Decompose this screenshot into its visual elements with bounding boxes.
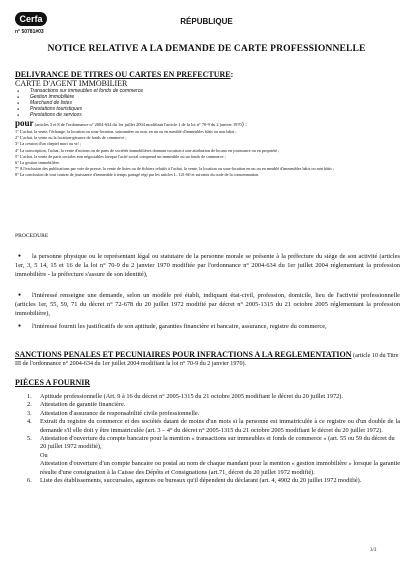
list-item: ● Gestion immobilière [15,94,143,100]
legal-item: 7° A l'exclusion des publications par voie de presse, la vente de listes ou de fichiers relatifs à l'achat, la vente, la location ou sous-location en nu ou en meublé d'immeubles bâtis ou non bâtis ; [15,166,335,172]
section-heading-delivrance [15,70,233,79]
item-number: 2. [27,401,32,409]
item-number: 1. [27,393,32,400]
procedure-label: PROCEDURE [15,233,49,239]
legal-item: 2° L'achat, la vente ou la location-gérance de fonds de commerce ; [15,135,127,141]
item-number: 5. [27,435,32,443]
list-item: ● Prestations de services [15,112,143,118]
legal-item: 5° L'achat, la vente de parts sociales non négociables lorsque l'actif social comprend un immeuble ou un fonds de commerce ; [15,153,226,159]
procedure-text: la personne physique ou le représentant légal ou statutaire de la personne morale se présente à la préfecture du siège de son activité (articles 1er, 3, 5 14, 15 et 16 de la loi n° 70-9 du 2 janvier 1970 modifiée par l'ordonnance n° 2004-634 du 1er juillet 2004 réglementant la profession immobilière - la préfecture s'assure de son identité), [15,253,400,278]
list-item [15,435,400,477]
page-number: 3/3 [370,548,377,553]
bullet-icon: ● [18,254,22,259]
section-heading-colon: : [230,70,234,79]
item-text: Liste des établissements, succursales, agences ou bureaux qu'il dépendent du déclarant (art. 4, 4902 du 20 juillet 1972 modifié). [40,477,362,485]
bullet-icon: ● [18,324,22,329]
sanctions-text: (article 10 du Titre III de l'ordonnance n° 2004-634 du 1er juillet 2004 modifiant la loi n° 70-9 du 2 janvier 1970). [15,353,399,367]
list-item: ● Marchand de listes [15,100,143,106]
item-number: 4. [27,418,32,426]
item-text: Attestation d'ouverture du compte bancaire pour la mention « transactions sur immeubles et fonds de commerce » (art. 55 ou 59 du décret du 20 juillet 1972 modifié), [40,435,395,451]
legal-item: 1° L'achat, la vente, l'échange, la location ou sous-location, saisonnière ou non, en nu ou en meublé d'immeubles bâtis ou non bâtis ; [15,129,237,134]
item-text: Extrait du registre du commerce et des sociétés datant de moins d'un mois si la personne est immatriculée à ce registre ou d'un double de la demande s'il elle doit y être immatriculée (art. 3 – 4° du décret n° 2005-1315 du 21 octobre 2005 modifiant le décret du 20 juillet 1972). [40,418,400,434]
sanctions-heading: SANCTIONS PENALES ET PECUNIAIRES POUR INFRACTIONS A LA REGLEMENTATION [15,350,352,359]
form-number: n° 50781#03 [15,29,44,35]
legal-activities-list [15,129,400,179]
item-text-alt: Attestation d'ouverture d'un compte bancaire ou postal au nom de chaque mandant pour la mention « gestion immobilière » lorsque la garantie résulte d'une consignation à la Caisse des Dépôts et Consignations (art.71, décret du 20 juillet 1972 modifié). [40,460,400,476]
cerfa-logo: Cerfa [15,12,47,26]
pour-text: (articles 3 et 8 de l'ordonnance n° 2004-634 du 1er juillet 2004 modifiant l'article 1 de la loi n° 70-9 du 2 janvier 1970 [34,122,242,127]
legal-item: 4° La souscription, l'achat, la vente d'actions ou de parts de sociétés immobilières donnant vocation à une attribution de locaux en jouissance ou en propriété ; [15,147,280,153]
procedure-paragraph [15,252,400,279]
agent-card-subheading: CARTE D'AGENT IMMOBILIER [15,79,128,88]
legal-item: 8° La conclusion de tout contrat de jouissance d'immeuble à temps partagé régi par les articles L. 121-60 et suivants du code de la consommation. [15,172,260,178]
procedure-text: l'intéressé renseigne une demande, selon un modèle pré établi, indiquant état-civil, profession, domicile, lieu de l'activité professionnelle (articles 1er, 55, 59, 71 du décret n° 72-678 du 20 juillet 1972 modifié par décret n° 2005-1315 du 21 octobre 2005 réglementant la profession immobilière), [15,292,400,317]
legal-item: 3° La cession d'un cheptel mort ou vif ; [15,141,81,147]
list-item: ● Prestations touristiques [15,106,143,112]
header-republique: RÉPUBLIQUE [180,17,233,26]
pour-end: ) : [241,122,247,128]
sanctions-block [15,351,400,368]
procedure-text: l'intéressé fournit les justificatifs de son aptitude, garanties financière et bancaire, assurance, registre du commerce, [32,323,327,330]
item-text: Attestation d'assurance de responsabilité civile professionnelle. [40,409,200,417]
procedure-paragraph [15,322,400,331]
list-item [15,393,400,401]
list-item: ● Transactions sur immeubles et fonds de commerce [15,88,143,94]
list-item [15,410,400,418]
pieces-list [15,393,400,485]
item-number: 6. [27,477,32,485]
legal-item: 6° La gestion immobilière. [15,160,60,166]
item-text: Attestation de garantie financière. [40,401,126,409]
pieces-heading: PIÈCES A FOURNIR [15,378,91,387]
pour-word: pour [15,118,34,128]
item-text: Aptitude professionnelle (Art. 9 à 16 du décret n° 2005-1315 du 21 octobre 2005 modifiant le décret du 20 juillet 1972). [40,393,343,400]
section-heading-text: DELIVRANCE DE TITRES OU CARTES EN PREFECTURE [15,70,231,79]
list-item [15,418,400,435]
document-title: NOTICE RELATIVE A LA DEMANDE DE CARTE PROFESSIONNELLE [47,43,366,54]
agent-activities-list [15,88,143,118]
item-number: 3. [27,409,32,417]
list-item [15,477,400,485]
ou-label: Ou [40,451,48,459]
pour-line [15,118,247,128]
procedure-paragraph [15,291,400,318]
list-item [15,401,400,409]
bullet-icon: ● [18,293,22,298]
